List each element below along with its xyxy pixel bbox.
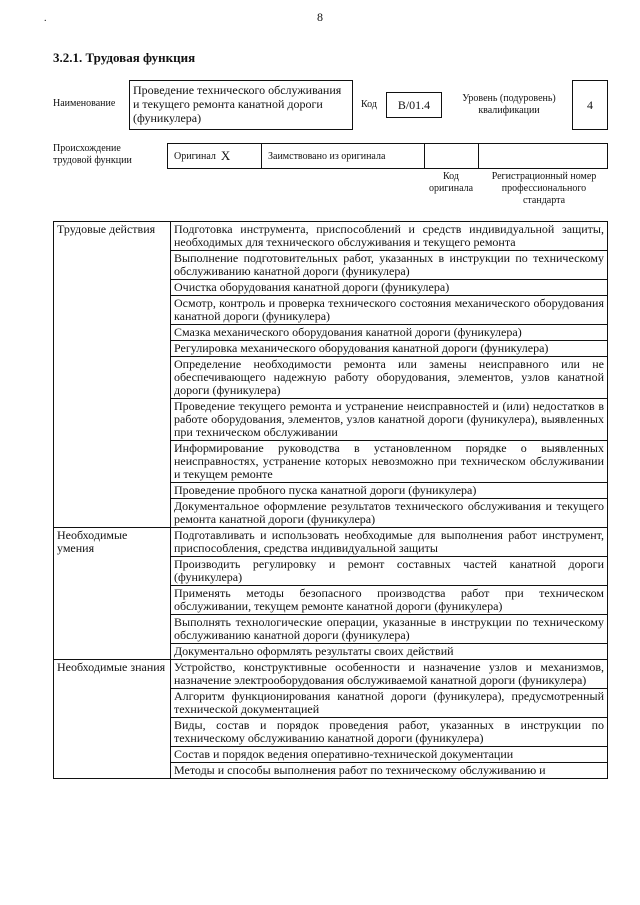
code-caption: Код оригинала xyxy=(428,171,474,194)
section-title: 3.2.1. Трудовая функция xyxy=(53,50,196,65)
table-cell: Виды, состав и порядок проведения работ, указанных в инструкции по техническому обслуживанию канатной дороги (фуникулера) xyxy=(171,718,608,747)
table-cell: Производить регулировку и ремонт составных частей канатной дороги (фуникулера) xyxy=(171,557,608,586)
table-cell: Подготавливать и использовать необходимые для выполнения работ инструмент, приспособления, средства индивидуальной защиты xyxy=(171,528,608,557)
function-code-box: B/01.4 xyxy=(386,92,442,118)
table-cell: Проведение текущего ремонта и устранение неисправностей и (или) недостатков в работе оборудования, элементов, узлов канатной дороги (фуникулера), выявленных при техническом обслуживании xyxy=(171,399,608,441)
qualification-level-box: 4 xyxy=(572,80,608,130)
table-cell: Регулировка механического оборудования канатной дороги (фуникулера) xyxy=(171,341,608,357)
section-heading: Необходимые умения xyxy=(54,528,171,660)
table-cell: Методы и способы выполнения работ по техническому обслуживанию и xyxy=(171,763,608,779)
level-label: Уровень (подуровень) квалификации xyxy=(462,93,556,116)
table-row xyxy=(54,528,608,557)
table-cell: Информирование руководства в установленном порядке о выявленных неисправностях, устранение которых невозможно при техническом обслуживании и текущем ремонте xyxy=(171,441,608,483)
original-cell xyxy=(167,143,261,169)
borrowed-label: Заимствовано из оригинала xyxy=(268,150,386,162)
table-cell: Выполнение подготовительных работ, указанных в инструкции по техническому обслуживанию канатной дороги (фуникулера) xyxy=(171,251,608,280)
origin-label: Происхождение трудовой функции xyxy=(53,143,132,166)
code-label: Код xyxy=(361,99,377,110)
table-cell: Выполнять технологические операции, указанные в инструкции по техническому обслуживанию канатной дороги (фуникулера) xyxy=(171,615,608,644)
name-label: Наименование xyxy=(53,98,116,109)
original-label: Оригинал xyxy=(174,150,216,162)
registration-caption: Регистрационный номер профессионального стандарта xyxy=(491,171,597,206)
page-number: 8 xyxy=(317,10,323,24)
table-cell: Состав и порядок ведения оперативно-технической документации xyxy=(171,747,608,763)
table-cell: Очистка оборудования канатной дороги (фуникулера) xyxy=(171,280,608,296)
table-row xyxy=(54,222,608,251)
section-heading: Трудовые действия xyxy=(54,222,171,528)
function-name-box: Проведение технического обслуживания и текущего ремонта канатной дороги (фуникулера) xyxy=(129,80,353,130)
table-cell: Смазка механического оборудования канатной дороги (фуникулера) xyxy=(171,325,608,341)
origin-code-cell xyxy=(424,143,478,169)
registration-number-cell xyxy=(478,143,608,169)
table-cell: Устройство, конструктивные особенности и назначение узлов и механизмов, назначение электрооборудования обслуживаемой канатной дороги (фуникулера) xyxy=(171,660,608,689)
borrowed-cell xyxy=(261,143,424,169)
table-row xyxy=(54,660,608,689)
table-cell: Проведение пробного пуска канатной дороги (фуникулера) xyxy=(171,483,608,499)
table-cell: Документальное оформление результатов технического обслуживания и текущего ремонта канатной дороги (фуникулера) xyxy=(171,499,608,528)
origin-row xyxy=(167,143,608,169)
table-cell: Подготовка инструмента, приспособлений и средств индивидуальной защиты, необходимых для технического обслуживания и текущего ремонта xyxy=(171,222,608,251)
table-cell: Документально оформлять результаты своих действий xyxy=(171,644,608,660)
table-cell: Осмотр, контроль и проверка технического состояния механического оборудования канатной дороги (фуникулера) xyxy=(171,296,608,325)
table-cell: Применять методы безопасного производства работ при техническом обслуживании, текущем ремонте канатной дороги (фуникулера) xyxy=(171,586,608,615)
corner-mark: . xyxy=(44,13,47,24)
function-table xyxy=(53,221,608,779)
table-cell: Алгоритм функционирования канатной дороги (фуникулера), предусмотренный технической документацией xyxy=(171,689,608,718)
section-heading: Необходимые знания xyxy=(54,660,171,779)
original-mark: X xyxy=(220,148,231,163)
table-cell: Определение необходимости ремонта или замены неисправного или не обеспечивающего надежную работу оборудования, элементов, узлов канатной дороги (фуникулера) xyxy=(171,357,608,399)
